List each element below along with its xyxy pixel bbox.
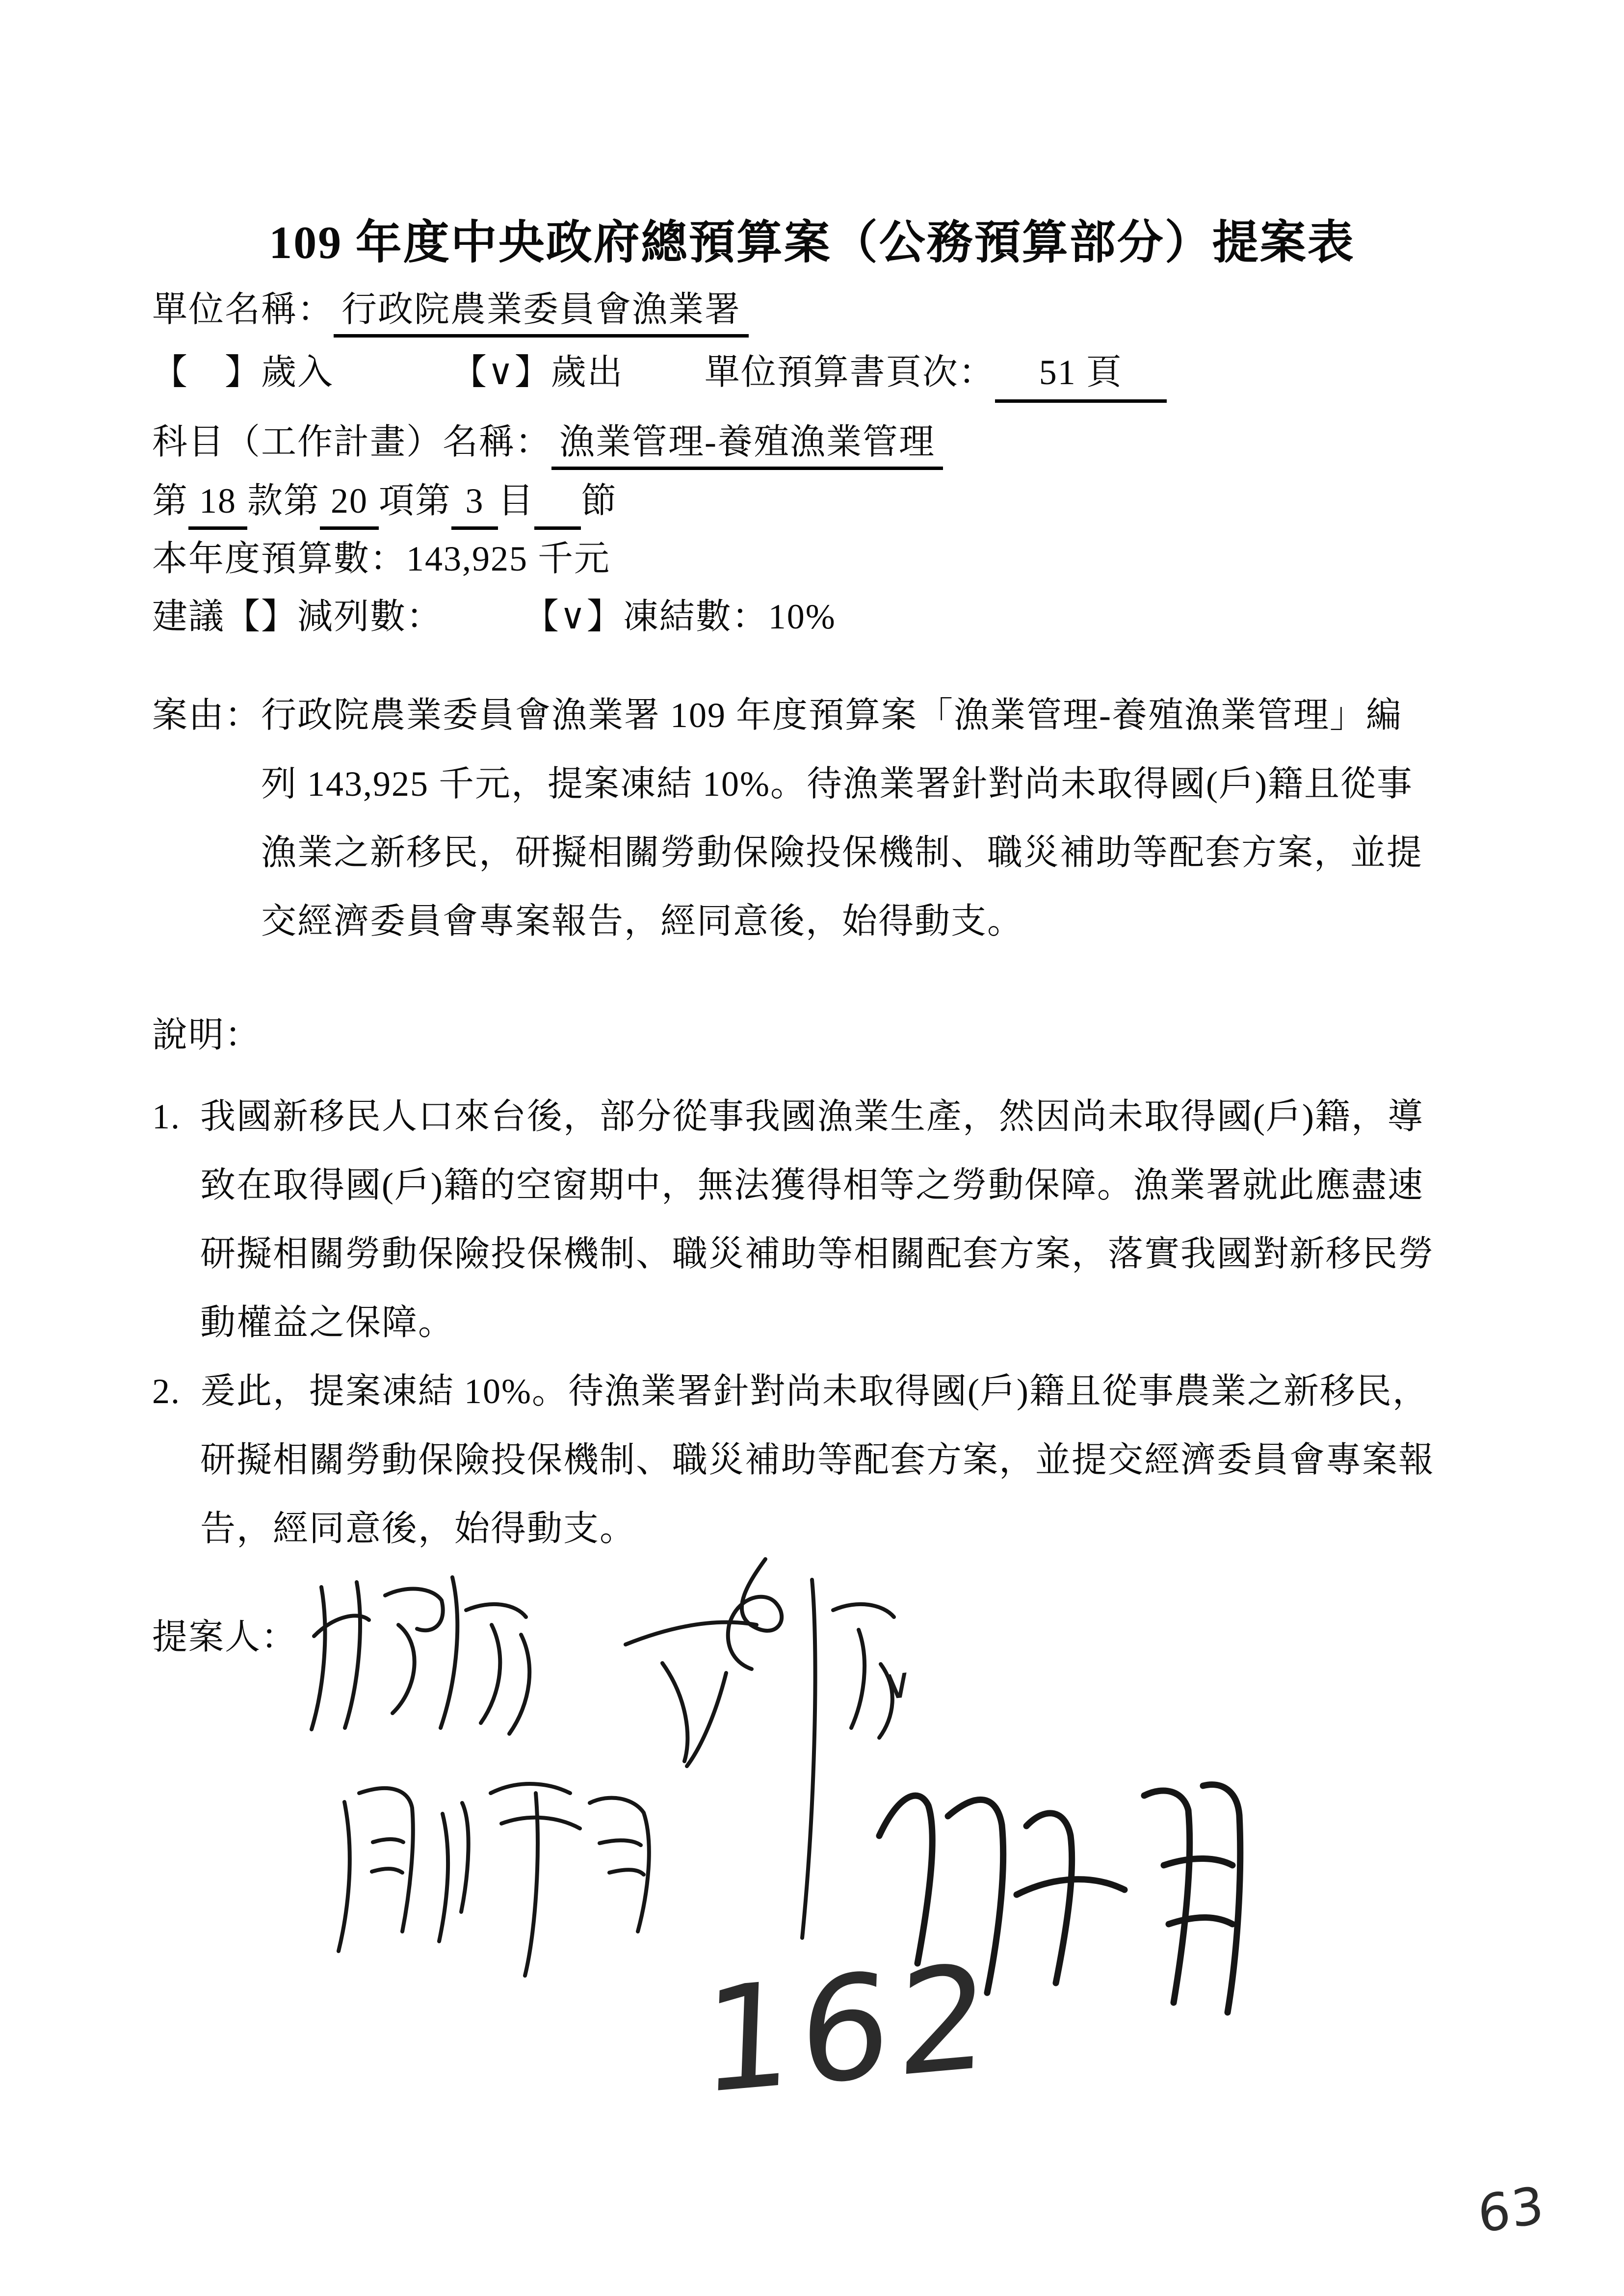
proposer-label-row: [152, 1608, 297, 1659]
budget-page-label: 單位預算書頁次：: [704, 353, 995, 392]
case-line: 列 143,925 千元，提案凍結 10%。待漁業署針對尚未取得國(戶)籍且從事: [261, 764, 1413, 804]
unit-name-label: 單位名稱：: [152, 290, 334, 329]
handwritten-page-number: 63: [1475, 2174, 1547, 2245]
year-budget-row: [152, 530, 610, 581]
explanation-label: 說明：: [152, 1016, 262, 1055]
explanation-line: 研擬相關勞動保險投保機制、職災補助等配套方案，並提交經濟委員會專案報: [200, 1440, 1435, 1480]
subject-row: [152, 413, 943, 464]
subject-value: 漁業管理-養殖漁業管理: [551, 422, 943, 470]
explanation-line: 研擬相關勞動保險投保機制、職災補助等相關配套方案，落實我國對新移民勞: [200, 1234, 1435, 1274]
year-budget-value: 143,925 千元: [406, 539, 611, 578]
freeze-checkbox: 【∨】: [524, 597, 623, 636]
revenue-checkbox: 【 】: [152, 353, 262, 392]
section-text: 款第: [247, 481, 320, 521]
section-mu-value: 3: [451, 481, 498, 530]
explanation-item-1: [152, 1082, 1435, 1357]
freeze-label: 凍結數：: [623, 597, 768, 636]
case-reason-body: [261, 681, 1423, 956]
signature-lin-li-chan: [294, 1565, 550, 1747]
item-number: 1.: [152, 1097, 181, 1136]
year-budget-label: 本年度預算數：: [152, 539, 407, 578]
case-line: 漁業之新移民，研擬相關勞動保險投保機制、職災補助等配套方案，並提: [261, 833, 1423, 872]
suggest-prefix: 建議: [152, 597, 225, 636]
suggestion-row: [152, 588, 836, 639]
budget-type-row: [152, 343, 1167, 403]
document-title: 109 年度中央政府總預算案（公務預算部分）提案表: [269, 217, 1355, 268]
proposer-label: 提案人：: [152, 1618, 298, 1657]
explanation-line: 告，經同意後，始得動支。: [200, 1509, 636, 1548]
section-row: [152, 472, 617, 530]
handwritten-number-162: 162: [699, 1932, 998, 2126]
case-line: 交經濟委員會專案報告，經同意後，始得動支。: [261, 902, 1024, 941]
budget-page-value: 51 頁: [995, 343, 1167, 403]
unit-name-value: 行政院農業委員會漁業署: [334, 290, 749, 338]
section-text: 節: [581, 481, 618, 521]
subject-label: 科目（工作計畫）名稱：: [152, 422, 552, 462]
section-text: 第: [152, 481, 189, 521]
explanation-block: [152, 1001, 1435, 1563]
revenue-label: 歲入: [261, 353, 334, 392]
case-reason-label: 案由：: [152, 696, 262, 735]
case-reason-block: [152, 681, 1423, 956]
signature-illegible: [314, 1744, 657, 1994]
item-body: [200, 1357, 1435, 1563]
explanation-line: 致在取得國(戶)籍的空窗期中，無法獲得相等之勞動保障。漁業署就此應盡速: [200, 1166, 1424, 1205]
case-line: 行政院農業委員會漁業署 109 年度預算案「漁業管理-養殖漁業管理」編: [261, 696, 1402, 735]
explanation-line: 動權益之保障。: [200, 1303, 455, 1342]
expenditure-checkbox: 【∨】: [451, 353, 551, 392]
expenditure-label: 歲出: [550, 353, 624, 392]
section-text: 項第: [379, 481, 452, 521]
explanation-item-2: [152, 1357, 1435, 1563]
item-number: 2.: [152, 1372, 181, 1411]
freeze-value: 10%: [768, 597, 836, 636]
section-text: 目: [498, 481, 535, 521]
unit-name-row: [152, 281, 749, 332]
reduce-checkbox: 【】: [225, 597, 298, 636]
reduce-label: 減列數：: [297, 597, 443, 636]
explanation-line: 我國新移民人口來台後，部分從事我國漁業生產，然因尚未取得國(戶)籍，導: [200, 1097, 1424, 1136]
section-jie-blank-underline: [534, 491, 581, 530]
item-body: [200, 1082, 1435, 1357]
explanation-line: 爰此，提案凍結 10%。待漁業署針對尚未取得國(戶)籍且從事農業之新移民，: [200, 1372, 1429, 1411]
signature-checkmark: ∨: [879, 1657, 916, 1710]
section-kuan-value: 18: [188, 481, 247, 530]
section-xiang-value: 20: [320, 481, 379, 530]
